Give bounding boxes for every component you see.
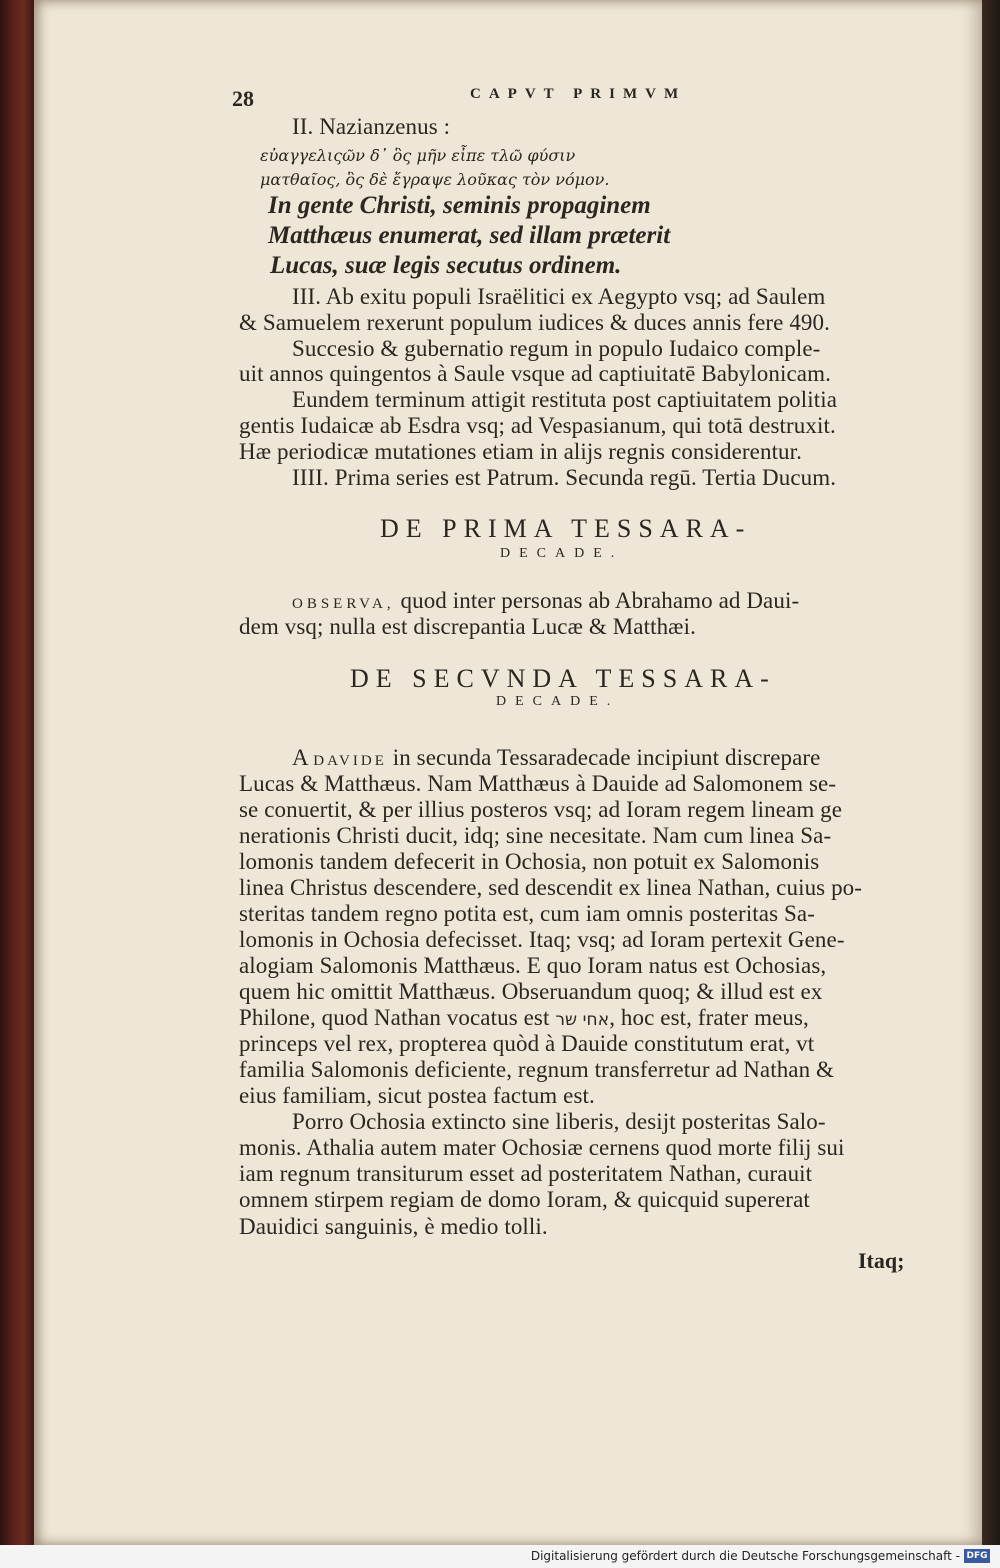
page-number: 28: [232, 86, 254, 111]
section-heading-continued: DECADE.: [500, 546, 624, 561]
text-line: Dauidici sanguinis, è medio tolli.: [239, 1214, 548, 1239]
text-line: Succesio & gubernatio regum in populo Iudaico comple-: [292, 336, 821, 361]
text-line: lomonis in Ochosia defecisset. Itaq; vsq; ad Ioram pertexit Gene-: [239, 927, 845, 952]
text-line: dem vsq; nulla est discrepantia Lucæ & Matthæi.: [239, 614, 696, 639]
latin-verse-line: Matthæus enumerat, sed illam præterit: [268, 222, 671, 249]
text-line: Lucas & Matthæus. Nam Matthæus à Dauide ad Salomonem se-: [239, 771, 837, 796]
text-line: princeps vel rex, propterea quòd à Dauide constitutum erat, vt: [239, 1031, 815, 1056]
text-line: eius familiam, sicut postea factum est.: [239, 1083, 595, 1108]
text-line: & Samuelem rexerunt populum iudices & duces annis fere 490.: [239, 310, 830, 335]
book-spine-edge: [0, 0, 34, 1545]
section-heading: DE SECVNDA TESSARA-: [350, 664, 776, 693]
latin-verse-line: Lucas, suæ legis secutus ordinem.: [270, 252, 622, 279]
section-heading: DE PRIMA TESSARA-: [380, 514, 752, 543]
text-line: familia Salomonis deficiente, regnum transferretur ad Nathan &: [239, 1057, 835, 1082]
text-line: Porro Ochosia extincto sine liberis, desijt posteritas Salo-: [292, 1109, 826, 1134]
catchword: Itaq;: [858, 1248, 905, 1273]
text-line: III. Ab exitu populi Israëlitici ex Aegypto vsq; ad Saulem: [292, 284, 826, 309]
small-caps-word: OBSERVA,: [292, 596, 395, 612]
text-line: linea Christus descendere, sed descendit ex linea Nathan, cuius po-: [239, 875, 863, 900]
text-line: quem hic omittit Matthæus. Obseruandum quoq; & illud est ex: [239, 979, 823, 1004]
text-line: Eundem terminum attigit restituta post captiuitatem politia: [292, 387, 838, 412]
text-line: monis. Athalia autem mater Ochosiæ cernens quod morte filij sui: [239, 1135, 845, 1160]
text-span: quod inter personas ab Abrahamo ad Daui-: [394, 588, 800, 613]
text-line: omnem stirpem regiam de domo Ioram, & quicquid supererat: [239, 1187, 810, 1212]
text-span: Philone, quod Nathan vocatus est: [239, 1005, 556, 1030]
text-line: gentis Iudaicæ ab Esdra vsq; ad Vespasianum, qui totā destruxit.: [239, 413, 836, 438]
page-edge: [982, 0, 1000, 1545]
text-line: steritas tandem regno potita est, cum iam omnis posteritas Sa-: [239, 901, 815, 926]
text-line: uit annos quingentos à Saule vsque ad captiuitatē Babylonicam.: [239, 361, 831, 386]
greek-verse-line: εὐαγγελιςῶν δ᾽ ὃς μῆν εἶπε τλῶ φύσιν: [260, 146, 576, 165]
text-line: [292, 588, 799, 614]
footer-credit: Digitalisierung gefördert durch die Deutsche Forschungsgemeinschaft -: [530, 1549, 960, 1563]
latin-verse-line: In gente Christi, seminis propaginem: [268, 192, 651, 219]
text-span: A: [292, 745, 314, 770]
section-ii-label: II. Nazianzenus :: [292, 114, 451, 139]
section-heading-continued: DECADE.: [496, 694, 620, 709]
text-line: iam regnum transiturum esset ad posteritatem Nathan, curauit: [239, 1161, 813, 1186]
text-span: , hoc est, frater meus,: [609, 1005, 809, 1030]
running-head: CAPVT PRIMVM: [470, 86, 687, 102]
hebrew-word: אחי שר: [555, 1010, 610, 1030]
text-line: lomonis tandem defecerit in Ochosia, non potuit ex Salomonis: [239, 849, 820, 874]
text-line: [292, 745, 821, 771]
show-through-text: [914, 80, 984, 480]
text-line: alogiam Salomonis Matthæus. E quo Ioram natus est Ochosias,: [239, 953, 827, 978]
small-caps-word: DAVIDE: [313, 753, 387, 769]
text-line: Hæ periodicæ mutationes etiam in alijs regnis considerentur.: [239, 439, 802, 464]
digitization-footer: [0, 1545, 1000, 1568]
dfg-logo-icon: DFG: [964, 1549, 990, 1563]
text-line: IIII. Prima series est Patrum. Secunda regū. Tertia Ducum.: [292, 465, 837, 490]
text-line: nerationis Christi ducit, idq; sine necesitate. Nam cum linea Sa-: [239, 823, 832, 848]
text-span: in secunda Tessaradecade incipiunt discrepare: [386, 745, 821, 770]
text-line: [239, 1005, 809, 1031]
text-line: se conuertit, & per illius posteros vsq; ad Ioram regem lineam ge: [239, 797, 843, 822]
greek-verse-line: ματθαῖος, ὃς δὲ ἔγραψε λοῦκας τὸν νόμον.: [260, 170, 610, 189]
